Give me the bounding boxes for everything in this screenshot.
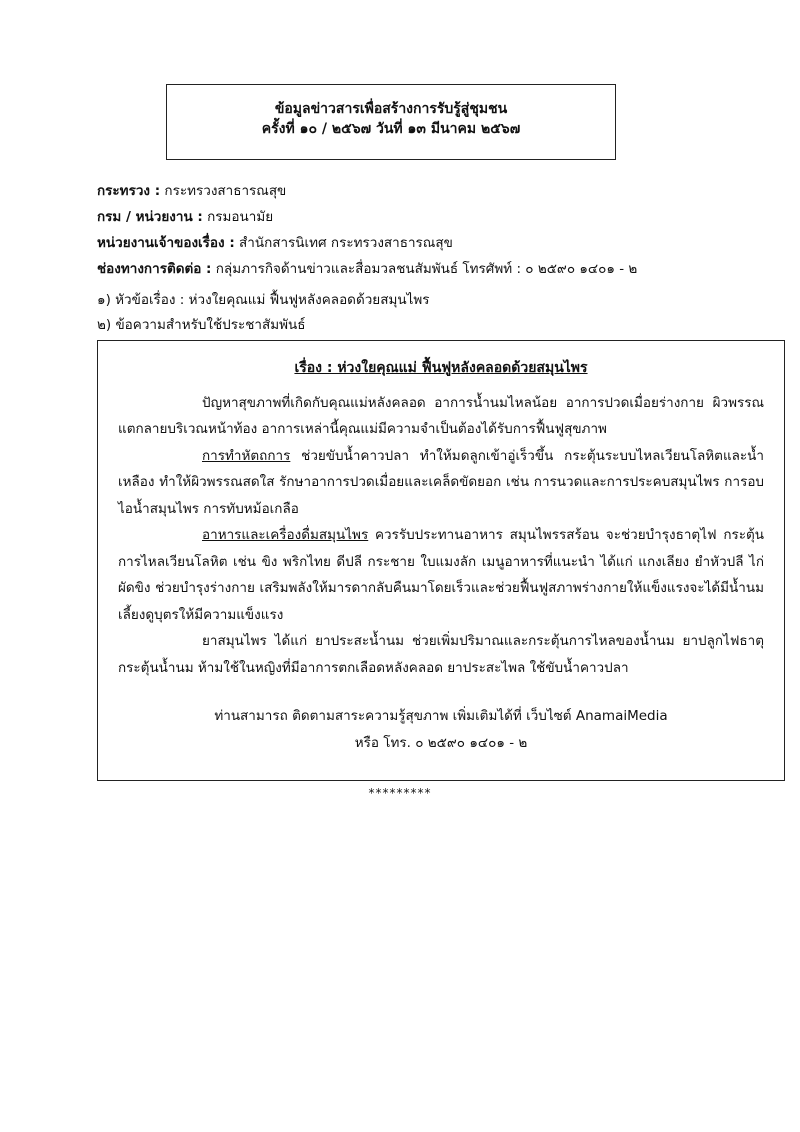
info-value: กรมอนามัย — [207, 209, 274, 225]
paragraph-food — [118, 522, 764, 628]
info-key: ช่องทางการติดต่อ : — [97, 261, 212, 277]
info-contact-channel — [97, 256, 737, 282]
paragraph-herbal-medicine: ยาสมุนไพร ได้แก่ ยาประสะน้ำนม ช่วยเพิ่มปริมาณและกระตุ้นการไหลของน้ำนม ยาปลูกไฟธาตุ กระตุ้นน้ำนม ห้ามใช้ในหญิงที่มีอาการตกเลือดหลังคลอด ยาประสะไพล ใช้ขับน้ำคาวปลา — [118, 633, 764, 676]
info-value: สำนักสารนิเทศ กระทรวงสาธารณสุข — [239, 235, 453, 251]
header-title: ข้อมูลข่าวสารเพื่อสร้างการรับรู้สู่ชุมชน — [274, 101, 508, 117]
food-heading: อาหารและเครื่องดื่มสมุนไพร — [202, 527, 369, 543]
info-department — [97, 204, 737, 230]
info-value: กลุ่มภารกิจด้านข่าวและสื่อมวลชนสัมพันธ์ โทรศัพท์ : ๐ ๒๕๙๐ ๑๔๐๑ - ๒ — [215, 261, 638, 277]
info-ministry — [97, 178, 737, 204]
header-box — [166, 84, 616, 160]
info-section — [97, 178, 737, 282]
procedures-body: ช่วยขับน้ำคาวปลา ทำให้มดลูกเข้าอู่เร็วขึ้น กระตุ้นระบบไหลเวียนโลหิตและน้ำเหลือง ทำให้ผิวพรรณสดใส รักษาอาการปวดเมื่อยและเคล็ดขัดยอก เช่น การนวดและการประคบสมุนไพร การอบไอน้ำสมุนไพร การทับหม้อเกลือ — [118, 447, 764, 517]
food-body: ควรรับประทานอาหาร สมุนไพรรสร้อน จะช่วยบำรุงธาตุไฟ กระตุ้นการไหลเวียนโลหิต เช่น ขิง พริกไทย ดีปลี กระชาย ใบแมงลัก เมนูอาหารที่แนะนำ ได้แก่ แกงเลียง ยำหัวปลี ไก่ผัดขิง ช่วยบำรุงร่างกาย เสริมพลังให้มารดากลับคืนมาโดยเร็วและช่วยฟื้นฟูสภาพร่างกายให้แข็งแรงจะได้มีน้ำนม เลี้ยงดูบุตรให้มีความแข็งแรง — [118, 527, 764, 623]
contact-website: ท่านสามารถ ติดตามสาระความรู้สุขภาพ เพิ่มเติมได้ที่ เว็บไซต์ AnamaiMedia — [214, 708, 668, 724]
info-owner-unit — [97, 230, 737, 256]
numbered-items — [97, 288, 737, 338]
procedures-heading: การทำหัตถการ — [202, 447, 291, 464]
paragraph-problems: ปัญหาสุขภาพที่เกิดกับคุณแม่หลังคลอด อาการน้ำนมไหลน้อย อาการปวดเมื่อยร่างกาย ผิวพรรณแตกลายบริเวณหน้าท้อง อาการเหล่านี้คุณแม่มีความจำเป็นต้องได้รับการฟื้นฟูสุขภาพ — [118, 394, 764, 437]
item-topic: ๑) หัวข้อเรื่อง : ห่วงใยคุณแม่ ฟื้นฟูหลังคลอดด้วยสมุนไพร — [97, 292, 430, 308]
paragraph-procedures — [118, 443, 764, 523]
contact-info — [118, 703, 764, 756]
header-issue-date: ครั้งที่ ๑๐ / ๒๕๖๗ วันที่ ๑๓ มีนาคม ๒๕๖๗ — [261, 121, 521, 137]
end-marker: ********* — [368, 786, 432, 800]
press-content-box — [97, 340, 785, 781]
info-value: กระทรวงสาธารณสุข — [164, 183, 287, 199]
contact-phone: หรือ โทร. ๐ ๒๕๙๐ ๑๔๐๑ - ๒ — [354, 734, 528, 751]
item-pr-message: ๒) ข้อความสำหรับใช้ประชาสัมพันธ์ — [97, 317, 306, 333]
info-key: กระทรวง : — [97, 183, 161, 199]
info-key: กรม / หน่วยงาน : — [97, 209, 203, 225]
story-title: เรื่อง : ห่วงใยคุณแม่ ฟื้นฟูหลังคลอดด้วยสมุนไพร — [294, 360, 588, 376]
info-key: หน่วยงานเจ้าของเรื่อง : — [97, 235, 235, 251]
